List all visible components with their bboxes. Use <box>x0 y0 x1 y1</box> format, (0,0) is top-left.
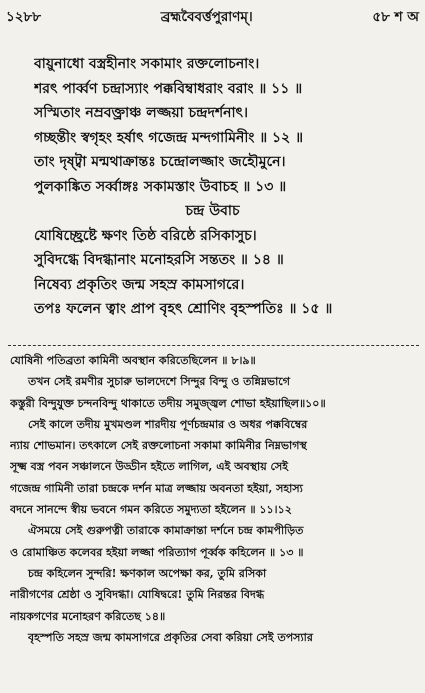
chapter-number: ৫৮ শ অ <box>372 8 419 25</box>
sanskrit-verses <box>34 52 417 322</box>
commentary-line: গজেন্দ্র গামিনী তারা চন্দ্রকে দর্শন মাত্র লজ্জায় অবনতা হইয়া, সহাস্য <box>10 481 303 495</box>
commentary-line: তখন সেই রমণীর সুচারু ভালদেশে সিন্দুর বিন্দু ও তন্নিম্নভাগে <box>28 375 290 389</box>
verse-line: যোষিচ্ছ্রেষ্টে ক্ষণং তিষ্ঠ বরিষ্ঠে রসিকাসুচ। <box>34 227 257 244</box>
bengali-commentary <box>10 350 419 648</box>
commentary-line: নায়কগণের মনোহরণ করিতেছ ১৪॥ <box>10 609 166 623</box>
page-header <box>6 6 419 28</box>
commentary-line: কস্তুরী বিন্দুযুক্ত চন্দনবিন্দু থাকাতে তদীয় সমুজ্জ্বল শোভা হইয়াছিল॥১০॥ <box>10 396 326 410</box>
verse-line: তাং দৃষ্ট্বা মন্মথাক্রান্তঃ চন্দ্রোলজ্জাং জহৌমুনে। <box>34 154 286 170</box>
commentary-line: যোষিনী পতিব্রতা কামিনী অবস্থান করিতেছিলেন ॥ ৮।৯॥ <box>10 354 256 367</box>
commentary-line: ন্যায় শোভমান। তৎকালে সেই রক্তলোচনা সকামা কামিনীর নিম্নভাগস্থ <box>10 439 307 453</box>
commentary-line: বদনে সানন্দে স্বীয় ভবনে গমন করিতে সমুদ্যতা হইলেন ॥ ১১।১২ <box>10 503 292 517</box>
commentary-line: বৃহস্পতি সহস্র জন্ম কামসাগরে প্রকৃতির সেবা করিয়া সেই তপস্যার <box>28 630 313 644</box>
verse-line: সস্মিতাং নম্রবক্ত্রাঞ্চ লজ্জয়া চন্দ্রদর্শনাৎ। <box>34 105 249 121</box>
page-number: ১২৮৮ <box>6 8 42 25</box>
verse-line: পুলকাঙ্কিত সর্ব্বাঙ্গঃ সকামস্তাং উবাচহ ॥ ১৩ ॥ <box>34 178 287 195</box>
verse-line: গচ্ছন্তীং স্বগৃহং হর্ষাৎ গজেন্দ্র মন্দগামিনীং ॥ ১২ ॥ <box>34 129 304 146</box>
verse-line: নিষেব্য প্রকৃতিং জন্ম সহস্র কামসাগরে। <box>34 276 245 293</box>
verse-line: শরৎ পার্ব্বণ চন্দ্রাস্যাং পক্কবিম্বাধরাং বরাং ॥ ১১ ॥ <box>34 80 303 97</box>
commentary-line: ঐসময়ে সেই গুরুপত্নী তারাকে কামাক্রান্তা দর্শনে চন্দ্র কামপীড়িত <box>28 524 304 538</box>
commentary-line: ও রোমাঞ্চিত কলেবর হইয়া লজ্জা পরিত্যাগ পূর্ব্বক কহিলেন ॥ ১৩ ॥ <box>10 545 304 559</box>
verse-line: তপঃ ফলেন ত্বাং প্রাপ বৃহৎ শ্রোণিং বৃহস্পতিঃ ॥ ১৫ ॥ <box>34 301 333 317</box>
speaker-heading: চন্দ্র উবাচ <box>185 203 240 219</box>
commentary-line: নারীগণের শ্রেষ্ঠা ও সুবিদগ্ধা। যোষিদ্বরে! তুমি নিরন্তর বিদগ্ধ <box>10 588 265 602</box>
page-title: ব্রহ্মবৈবর্ত্তপুরাণম্। <box>160 8 253 25</box>
commentary-line: সূক্ষ্ম বস্ত্র পবন সঞ্চালনে উড্ডীন হইতে লাগিল, এই অবস্থায় সেই <box>10 460 289 474</box>
verse-line: সুবিদগ্ধে বিদগ্ধানাং মনোহরসি সন্ততং ॥ ১৪ ॥ <box>34 252 284 268</box>
commentary-line: চন্দ্র কহিলেন সুন্দরি! ক্ষণকাল অপেক্ষা কর, তুমি রসিকা <box>28 566 267 580</box>
commentary-line: সেই কালে তদীয় মুখমণ্ডল শারদীয় পূর্ণচন্দ্রমার ও অধর পক্কবিম্বের <box>28 417 308 431</box>
verse-line: বায়ুনাধো বস্ত্রহীনাং সকামাং রক্তলোচনাং। <box>34 56 260 72</box>
section-divider <box>8 345 419 346</box>
